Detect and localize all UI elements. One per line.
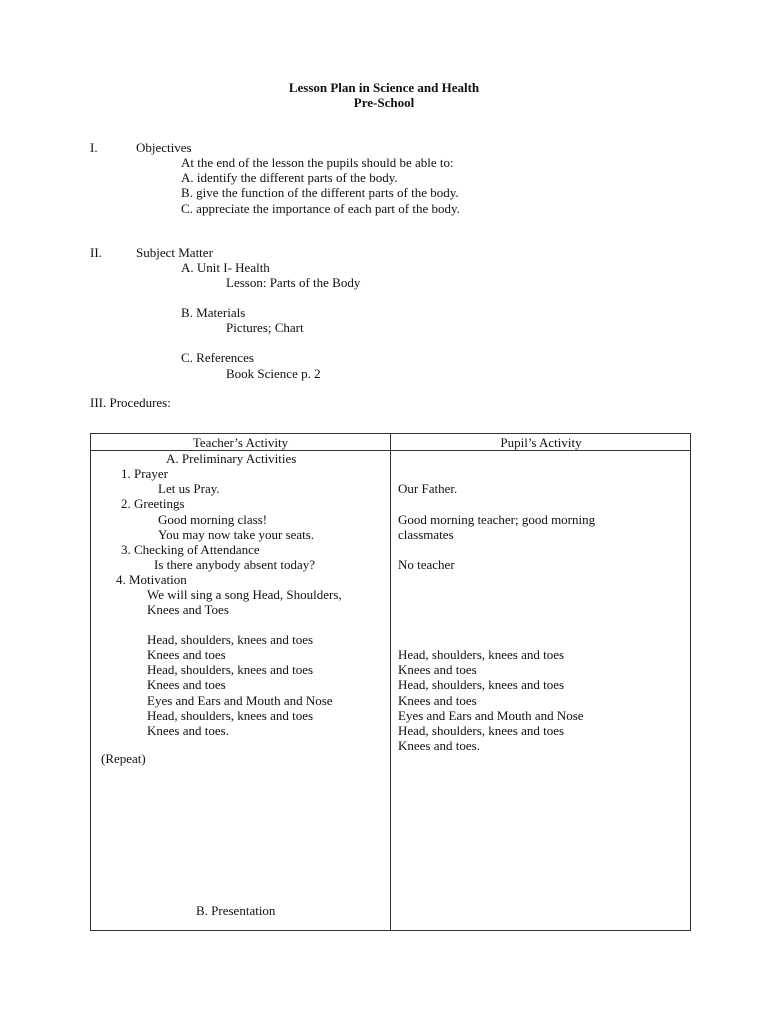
column-divider [390, 434, 391, 930]
teacher-song-line: Eyes and Ears and Mouth and Nose [147, 693, 333, 708]
objective-item: A. identify the different parts of the body. [181, 170, 398, 185]
pupil-song-line: Head, shoulders, knees and toes [398, 723, 565, 738]
teacher-attendance: Is there anybody absent today? [154, 557, 316, 572]
objective-item: B. give the function of the different parts of the body. [181, 185, 459, 200]
teacher-greeting-1: Good morning class! [158, 512, 268, 527]
section-numeral-objectives: I. [90, 140, 98, 155]
document-title: Lesson Plan in Science and Health [288, 80, 480, 95]
greetings-label: 2. Greetings [121, 496, 185, 511]
teacher-song-line: Head, shoulders, knees and toes [147, 662, 314, 677]
document-subtitle: Pre-School [353, 95, 415, 110]
repeat-note: (Repeat) [101, 751, 146, 766]
motivation-label: 4. Motivation [116, 572, 187, 587]
teacher-activity-header: Teacher’s Activity [192, 435, 289, 450]
pupil-song-line: Eyes and Ears and Mouth and Nose [398, 708, 584, 723]
teacher-motivation-2: Knees and Toes [147, 602, 229, 617]
materials-value: Pictures; Chart [226, 320, 304, 335]
attendance-label: 3. Checking of Attendance [121, 542, 260, 557]
teacher-song-line: Head, shoulders, knees and toes [147, 632, 314, 647]
presentation-heading: B. Presentation [196, 903, 276, 918]
preliminary-activities: A. Preliminary Activities [166, 451, 297, 466]
teacher-motivation-1: We will sing a song Head, Shoulders, [147, 587, 342, 602]
teacher-prayer: Let us Pray. [158, 481, 220, 496]
pupil-greeting-1: Good morning teacher; good morning [398, 512, 596, 527]
materials-label: B. Materials [181, 305, 246, 320]
prayer-label: 1. Prayer [121, 466, 168, 481]
pupil-prayer: Our Father. [398, 481, 458, 496]
pupil-song-line: Knees and toes [398, 693, 477, 708]
teacher-song-line: Head, shoulders, knees and toes [147, 708, 314, 723]
teacher-greeting-2: You may now take your seats. [158, 527, 315, 542]
teacher-song-line: Knees and toes. [147, 723, 229, 738]
subject-lesson: Lesson: Parts of the Body [226, 275, 361, 290]
objectives-intro: At the end of the lesson the pupils should be able to: [181, 155, 454, 170]
pupil-activity-header: Pupil’s Activity [500, 435, 582, 450]
subject-unit: A. Unit I- Health [181, 260, 270, 275]
pupil-greeting-2: classmates [398, 527, 454, 542]
objective-item: C. appreciate the importance of each part of the body. [181, 201, 460, 216]
pupil-song-line: Knees and toes [398, 662, 477, 677]
pupil-attendance: No teacher [398, 557, 455, 572]
subject-matter-heading: Subject Matter [136, 245, 213, 260]
pupil-song-line: Head, shoulders, knees and toes [398, 677, 565, 692]
procedures-table [90, 433, 691, 931]
references-value: Book Science p. 2 [226, 366, 321, 381]
pupil-song-line: Knees and toes. [398, 738, 480, 753]
references-label: C. References [181, 350, 254, 365]
teacher-song-line: Knees and toes [147, 647, 226, 662]
procedures-heading: III. Procedures: [90, 395, 171, 410]
pupil-song-line: Head, shoulders, knees and toes [398, 647, 565, 662]
section-numeral-subject-matter: II. [90, 245, 102, 260]
teacher-song-line: Knees and toes [147, 677, 226, 692]
objectives-heading: Objectives [136, 140, 192, 155]
